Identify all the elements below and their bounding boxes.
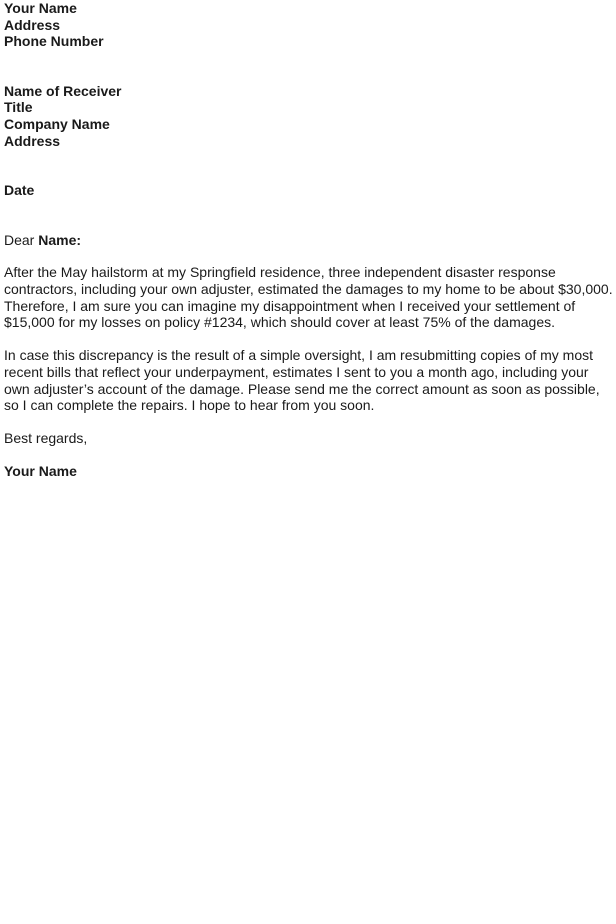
receiver-block (4, 83, 616, 149)
receiver-title: Title (4, 99, 33, 116)
sender-block (4, 0, 616, 50)
closing-signature: Your Name (4, 463, 77, 480)
body-paragraph-2: In case this discrepancy is the result of a simple oversight, I am resubmitting copies of my most recent bills that reflect your underpayment, estimates I sent to you a month ago, including your own adjuster’s account of the damage. Please send me the correct amount as soon as possible, so I can complete the repairs. I hope to hear from you soon. (4, 347, 600, 414)
sender-name: Your Name (4, 0, 77, 16)
salutation-name: Name: (38, 231, 82, 248)
receiver-company: Company Name (4, 115, 110, 132)
sender-phone: Phone Number (4, 33, 104, 50)
receiver-address: Address (4, 132, 61, 149)
body-paragraph-1: After the May hailstorm at my Springfield residence, three independent disaster response contractors, including your own adjuster, estimated the damages to my home to be about $30,000. Therefore, I am sure you can imagine my disappointment when I received your settlement of $15,000 for my losses on policy #1234, which should cover at least 75% of the damages. (4, 264, 613, 331)
receiver-name: Name of Receiver (4, 82, 122, 99)
letter-document (4, 0, 616, 480)
salutation-greeting: Dear (4, 231, 35, 248)
sender-address: Address (4, 16, 61, 33)
closing-valediction: Best regards, (4, 430, 88, 447)
salutation (4, 232, 616, 249)
letter-date: Date (4, 182, 35, 199)
